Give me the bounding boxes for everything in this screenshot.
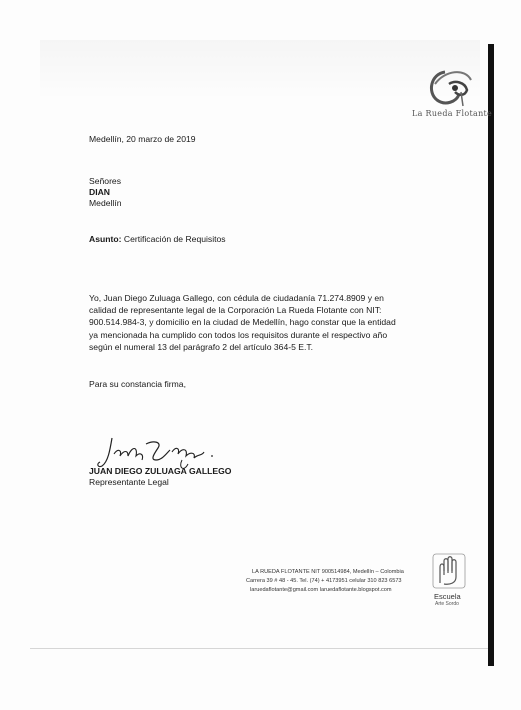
logo-wordmark: La Rueda Flotante (412, 109, 493, 118)
escuela-hand-logo (432, 553, 466, 589)
recipient-name: DIAN (89, 187, 111, 197)
subject-label: Asunto: (89, 234, 122, 244)
footer-line-2: Carrera 39 # 48 - 45. Tel. (74) + 4173951 celular 310 823 6573 (246, 578, 402, 584)
recipient-city: Medellín (89, 198, 122, 208)
escuela-label: Escuela (434, 592, 461, 601)
body-line: según el numeral 13 del parágrafo 2 del artículo 364-5 E.T. (89, 341, 314, 352)
scan-smudge (40, 40, 480, 100)
letter-body (89, 292, 467, 353)
scan-edge-bar (488, 44, 494, 666)
signer-title: Representante Legal (89, 477, 169, 487)
body-line: Yo, Juan Diego Zuluaga Gallego, con cédula de ciudadanía 71.274.8909 y en (89, 293, 384, 303)
subject-line (89, 233, 226, 245)
footer-line-3: laruedaflotante@gmail.com laruedaflotante.blogspot.com (250, 587, 392, 593)
subject-text: Certificación de Requisitos (123, 234, 226, 244)
body-line: 900.514.984-3, y domicilio en la ciudad de Medellín, hago constar que la entidad (89, 317, 396, 328)
recipient-salutation: Señores (89, 176, 122, 186)
signer-name: JUAN DIEGO ZULUAGA GALLEGO (89, 466, 232, 476)
date-line: Medellín, 20 marzo de 2019 (89, 134, 196, 144)
footer-divider (30, 648, 488, 649)
body-line: calidad de representante legal de la Corporación La Rueda Flotante con NIT: (89, 305, 382, 316)
body-line: ya mencionada ha cumplido con todos los requisitos durante el respectivo año (89, 329, 388, 340)
footer-line-1: LA RUEDA FLOTANTE NIT 900514984, Medellín – Colombia (252, 569, 404, 575)
closing-line: Para su constancia firma, (89, 379, 186, 389)
escuela-sublabel: Arte Sordo (435, 601, 459, 607)
